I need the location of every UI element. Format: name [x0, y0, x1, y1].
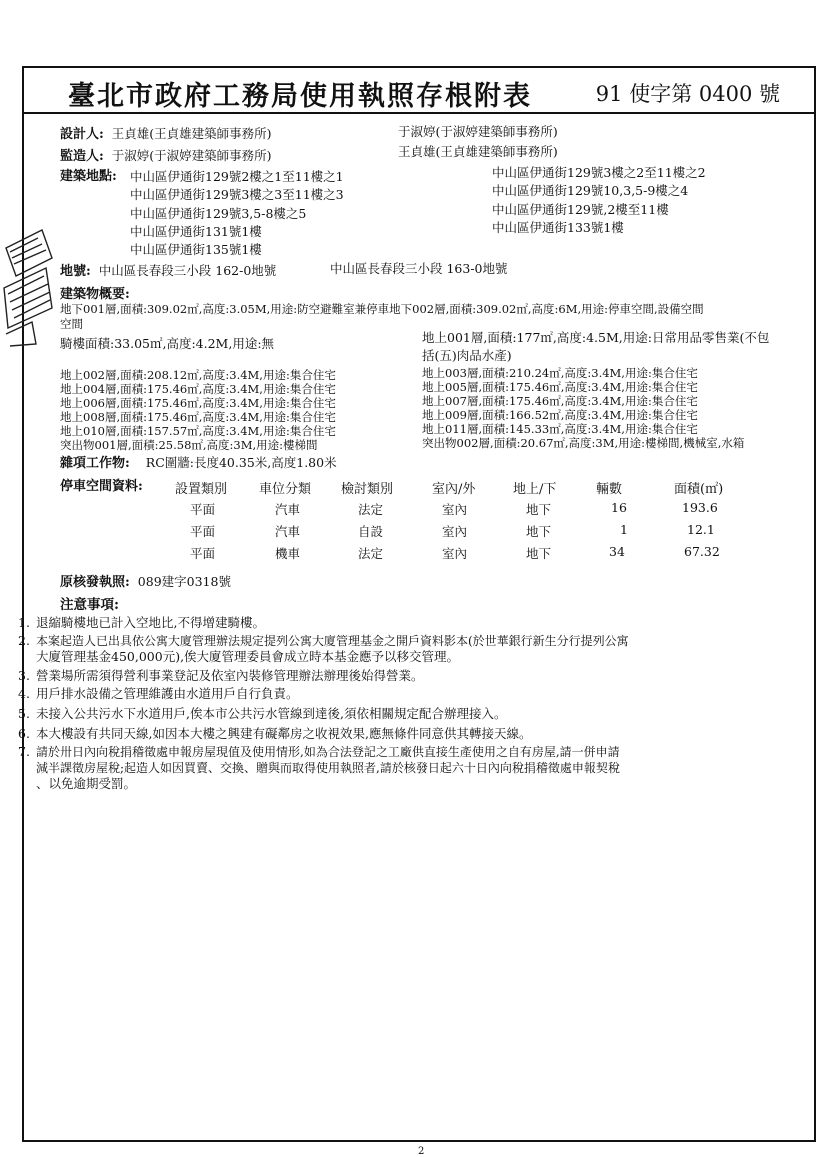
site-right-1: 中山區伊通街129號10,3,5-9樓之4 [492, 183, 689, 198]
note-number: 7. [18, 744, 30, 759]
note-text: 、以免逾期受罰。 [36, 776, 137, 791]
table-cell: 34 [609, 544, 625, 559]
site-label: 建築地點: [60, 169, 117, 184]
designer-value-2: 于淑婷(于淑婷建築師事務所) [398, 124, 558, 139]
overview-b1-prefix: 地下001層 [60, 302, 117, 316]
table-cell: 平面 [190, 502, 216, 517]
designer-value-1: 王貞雄(王貞雄建築師事務所) [111, 126, 272, 141]
note-item [18, 633, 756, 665]
table-cell: 平面 [190, 546, 216, 561]
note-number: 1. [18, 615, 30, 630]
original-permit-value: 089建字0318號 [137, 574, 231, 589]
parking-header-row [0, 478, 840, 496]
misc-works-label: 雜項工作物: [60, 456, 130, 471]
overview-arcade: 騎樓面積:33.05㎡,高度:4.2M,用途:無 [60, 336, 275, 351]
table-cell: 機車 [275, 546, 301, 561]
note-item [18, 726, 756, 742]
site-right-3: 中山區伊通街133號1樓 [492, 220, 624, 235]
floor-right-4: 地上011層,面積:145.33㎡,高度:3.4M,用途:集合住宅 [422, 422, 698, 436]
supervisor-value-2: 王貞雄(王貞雄建築師事務所) [398, 144, 558, 159]
parking-header: 輛數 [596, 482, 623, 497]
note-text: 用戶排水設備之管理維護由水道用戶自行負責。 [36, 686, 299, 701]
table-cell: 12.1 [687, 522, 715, 537]
overview-label: 建築物概要: [60, 287, 130, 302]
note-item [18, 668, 756, 684]
note-number: 2. [18, 633, 30, 648]
parking-header: 檢討類別 [341, 482, 394, 497]
floor-left-5: 突出物001層,面積:25.58㎡,高度:3M,用途:樓梯間 [60, 438, 318, 452]
floor-left-4: 地上010層,面積:157.57㎡,高度:3.4M,用途:集合住宅 [60, 424, 336, 438]
page-number: 2 [418, 1146, 425, 1157]
table-cell: 室內 [442, 524, 468, 539]
site-right-2: 中山區伊通街129號,2樓至11樓 [492, 202, 669, 217]
parking-label: 停車空間資料: [60, 479, 143, 494]
table-cell: 67.32 [684, 544, 720, 559]
parking-header: 設置類別 [175, 482, 228, 497]
table-cell: 室內 [442, 502, 468, 517]
floor-right-5: 突出物002層,面積:20.67㎡,高度:3M,用途:樓梯間,機械室,水箱 [422, 436, 745, 450]
site-right-0: 中山區伊通街129號3樓之2至11樓之2 [492, 165, 706, 180]
floor-left-2: 地上006層,面積:175.46㎡,高度:3.4M,用途:集合住宅 [60, 396, 336, 410]
note-text: 退縮騎樓地已計入空地比,不得增建騎樓。 [36, 615, 265, 630]
note-number: 4. [18, 686, 30, 701]
table-cell: 平面 [190, 524, 216, 539]
table-row [0, 500, 840, 518]
parking-header: 面積(㎡) [674, 482, 724, 497]
table-cell: 193.6 [682, 500, 718, 515]
note-text: 未接入公共污水下水道用戶,俟本市公共污水管線到達後,須依相關規定配合辦理接入。 [36, 706, 507, 721]
note-number: 6. [18, 726, 30, 741]
overview-f1-line1: 地上001層,面積:177㎡,高度:4.5M,用途:日常用品零售業(不包 [422, 330, 770, 345]
parking-header: 地上/下 [513, 482, 557, 497]
note-text: 本案起造人已出具依公寓大廈管理辦法規定提列公寓大廈管理基金之開戶資料影本(於世華銀行新生分行提列公寓 [36, 634, 629, 648]
parking-header: 室內/外 [432, 482, 476, 497]
overview-b1-tail: 空間 [60, 317, 83, 331]
table-cell: 16 [611, 500, 627, 515]
note-item [18, 686, 756, 702]
land-value-2: 中山區長春段三小段 163-0地號 [330, 261, 508, 276]
table-row [0, 544, 840, 562]
site-left-2: 中山區伊通街129號3,5-8樓之5 [130, 206, 307, 221]
table-cell: 法定 [358, 546, 384, 561]
permit-number: 91 使字第 0400 號 [595, 82, 780, 106]
floor-right-1: 地上005層,面積:175.46㎡,高度:3.4M,用途:集合住宅 [422, 380, 698, 394]
table-row [0, 522, 840, 540]
supervisor-label: 監造人: [60, 149, 104, 164]
floor-left-1: 地上004層,面積:175.46㎡,高度:3.4M,用途:集合住宅 [60, 382, 336, 396]
supervisor-value-1: 于淑婷(于淑婷建築師事務所) [111, 148, 272, 163]
note-text: 大廈管理基金450,000元),俟大廈管理委員會成立時本基金應予以移交管理。 [36, 649, 460, 664]
floor-left-0: 地上002層,面積:208.12㎡,高度:3.4M,用途:集合住宅 [60, 368, 336, 382]
note-text: 本大樓設有共同天線,如因本大樓之興建有礙鄰房之收視效果,應無條件同意供其轉接天線。 [36, 726, 532, 741]
table-cell: 地下 [526, 546, 552, 561]
floor-right-2: 地上007層,面積:175.46㎡,高度:3.4M,用途:集合住宅 [422, 394, 698, 408]
table-cell: 地下 [526, 502, 552, 517]
table-cell: 自設 [358, 524, 384, 539]
misc-works-value: RC圍牆:長度40.35米,高度1.80米 [145, 455, 337, 470]
floor-right-0: 地上003層,面積:210.24㎡,高度:3.4M,用途:集合住宅 [422, 366, 698, 380]
designer-label: 設計人: [60, 127, 104, 142]
site-left-1: 中山區伊通街129號3樓之3至11樓之3 [130, 187, 344, 202]
site-left-3: 中山區伊通街131號1樓 [130, 224, 262, 239]
original-permit-label: 原核發執照: [60, 575, 130, 590]
note-item [18, 744, 756, 792]
land-label: 地號: [60, 264, 91, 279]
note-text: 營業場所需須得營利事業登記及依室內裝修管理辦法辦理後始得營業。 [36, 668, 424, 683]
table-cell: 室內 [442, 546, 468, 561]
note-item [18, 706, 756, 722]
note-text: 減半課徵房屋稅;起造人如因買賣、交換、贈與而取得使用執照者,請於核發日起六十日內向稅捐稽徵處申報契稅 [36, 761, 620, 775]
note-number: 5. [18, 706, 30, 721]
site-left-0: 中山區伊通街129號2樓之1至11樓之1 [130, 169, 344, 184]
site-left-4: 中山區伊通街135號1樓 [130, 242, 262, 257]
floor-right-3: 地上009層,面積:166.52㎡,高度:3.4M,用途:集合住宅 [422, 408, 698, 422]
document-title: 臺北市政府工務局使用執照存根附表 [68, 81, 532, 112]
stamp-mark [2, 228, 54, 348]
note-item [18, 615, 756, 631]
table-cell: 法定 [358, 502, 384, 517]
parking-header: 車位分類 [259, 482, 312, 497]
table-cell: 汽車 [275, 502, 301, 517]
title-bar [24, 68, 814, 114]
overview-b1: ,面積:309.02㎡,高度:3.05M,用途:防空避難室兼停車地下002層,面積:309.02㎡,高度:6M,用途:停車空間,設備空間 [116, 302, 704, 316]
land-value-1: 中山區長春段三小段 162-0地號 [98, 263, 277, 278]
notes-label: 注意事項: [60, 597, 119, 613]
overview-f1-line2: 括(五)肉品水產) [422, 348, 512, 363]
table-cell: 1 [620, 522, 628, 537]
note-text: 請於卅日內向稅捐稽徵處申報房屋現值及使用情形,如為合法登記之工廠供直接生產使用之自有房屋,請一併申請 [36, 745, 620, 759]
note-number: 3. [18, 668, 30, 683]
table-cell: 汽車 [275, 524, 301, 539]
floor-left-3: 地上008層,面積:175.46㎡,高度:3.4M,用途:集合住宅 [60, 410, 336, 424]
table-cell: 地下 [526, 524, 552, 539]
